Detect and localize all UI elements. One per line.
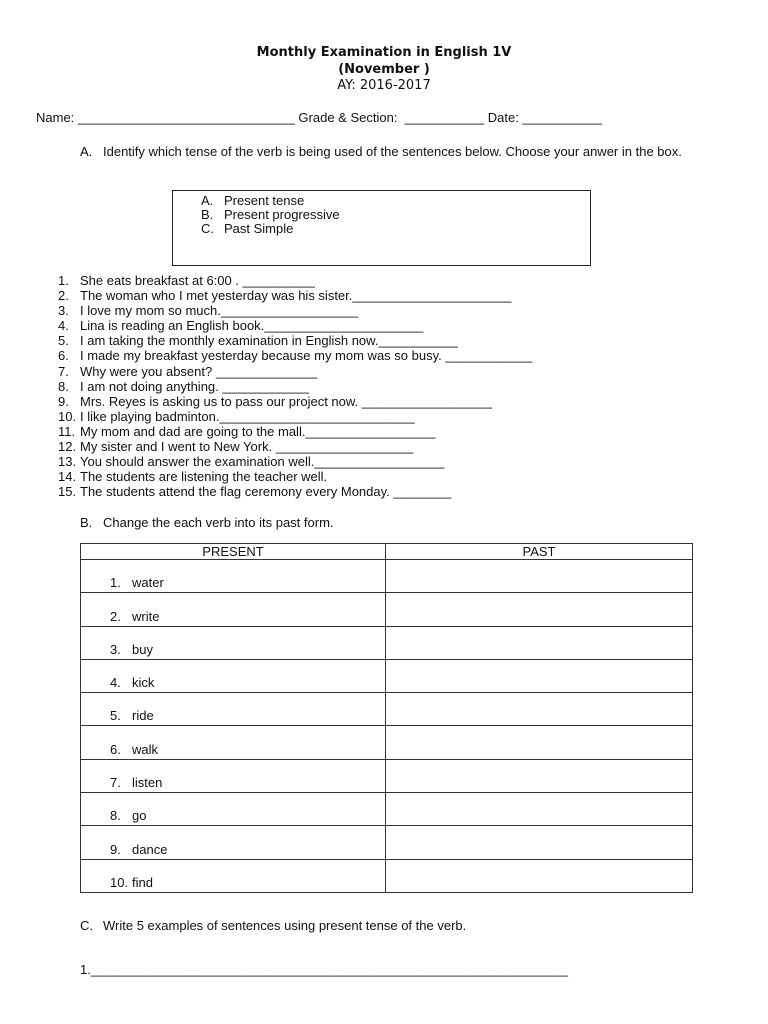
academic-year: AY: 2016-2017 bbox=[337, 78, 431, 93]
question-text: I made my breakfast yesterday because my mom was so busy. ____________ bbox=[80, 348, 533, 364]
question-number: 5. bbox=[58, 333, 69, 349]
section-c-instruction bbox=[80, 918, 720, 933]
verb-word: kick bbox=[132, 675, 155, 691]
question-item bbox=[58, 303, 532, 318]
verb-number: 9. bbox=[110, 841, 121, 857]
table-row bbox=[81, 560, 693, 593]
answer-line-1: 1.__________________________________________________________________ bbox=[80, 962, 569, 977]
section-c-text: Write 5 examples of sentences using present tense of the verb. bbox=[103, 918, 467, 933]
choice-letter: A. bbox=[201, 193, 214, 208]
past-answer-cell[interactable] bbox=[386, 759, 693, 792]
choice-a bbox=[201, 193, 304, 208]
verb-number: 2. bbox=[110, 608, 121, 624]
choice-text: Past Simple bbox=[224, 221, 294, 236]
verb-word: write bbox=[132, 608, 160, 624]
question-number: 3. bbox=[58, 303, 69, 319]
past-answer-cell[interactable] bbox=[386, 659, 693, 692]
question-text: Mrs. Reyes is asking us to pass our project now. __________________ bbox=[80, 393, 492, 409]
present-column-header: PRESENT bbox=[81, 544, 386, 560]
table-row bbox=[81, 626, 693, 659]
question-item bbox=[58, 394, 532, 409]
present-cell bbox=[81, 593, 386, 626]
question-text: Why were you absent? ______________ bbox=[80, 363, 318, 379]
past-answer-cell[interactable] bbox=[386, 593, 693, 626]
question-number: 4. bbox=[58, 318, 69, 334]
exam-month: (November ) bbox=[338, 62, 430, 77]
verb-number: 1. bbox=[110, 575, 121, 591]
question-text: I like playing badminton.___________________________ bbox=[80, 408, 415, 424]
question-item bbox=[58, 454, 532, 469]
present-cell bbox=[81, 859, 386, 892]
past-answer-cell[interactable] bbox=[386, 859, 693, 892]
verb-word: water bbox=[132, 575, 164, 591]
table-row bbox=[81, 826, 693, 859]
verb-word: ride bbox=[132, 708, 154, 724]
section-a-letter: A. bbox=[80, 144, 93, 159]
question-item bbox=[58, 318, 532, 333]
choice-b bbox=[201, 207, 340, 222]
section-b-instruction bbox=[80, 515, 720, 530]
choice-text: Present progressive bbox=[224, 207, 340, 222]
question-text: My mom and dad are going to the mall.__________________ bbox=[80, 423, 436, 439]
verb-number: 10. bbox=[110, 874, 129, 890]
verb-word: find bbox=[132, 874, 153, 890]
past-answer-cell[interactable] bbox=[386, 560, 693, 593]
question-item bbox=[58, 348, 532, 363]
question-item bbox=[58, 424, 532, 439]
present-cell bbox=[81, 626, 386, 659]
exam-title: Monthly Examination in English 1V bbox=[256, 45, 512, 60]
verb-number: 8. bbox=[110, 808, 121, 824]
question-number: 10. bbox=[58, 408, 77, 424]
present-cell bbox=[81, 693, 386, 726]
section-a-text: Identify which tense of the verb is being used of the sentences below. Choose your anwer in the box. bbox=[103, 144, 682, 159]
question-number: 11. bbox=[58, 423, 76, 439]
question-number: 12. bbox=[58, 439, 77, 455]
question-item bbox=[58, 288, 532, 303]
question-text: Lina is reading an English book.______________________ bbox=[80, 318, 424, 334]
verb-word: go bbox=[132, 808, 147, 824]
question-item bbox=[58, 484, 532, 499]
verb-word: listen bbox=[132, 775, 163, 791]
question-text: I love my mom so much.___________________ bbox=[80, 303, 359, 319]
section-b-text: Change the each verb into its past form. bbox=[103, 515, 334, 530]
present-cell bbox=[81, 726, 386, 759]
table-row bbox=[81, 659, 693, 692]
question-number: 8. bbox=[58, 378, 69, 394]
verb-word: buy bbox=[132, 641, 153, 657]
question-number: 15. bbox=[58, 484, 77, 500]
past-answer-cell[interactable] bbox=[386, 626, 693, 659]
question-text: The students attend the flag ceremony every Monday. ________ bbox=[80, 484, 452, 500]
past-answer-cell[interactable] bbox=[386, 793, 693, 826]
verb-number: 6. bbox=[110, 741, 121, 757]
present-cell bbox=[81, 793, 386, 826]
question-text: You should answer the examination well.__________________ bbox=[80, 454, 445, 470]
present-cell bbox=[81, 826, 386, 859]
section-b-letter: B. bbox=[80, 515, 93, 530]
past-answer-cell[interactable] bbox=[386, 693, 693, 726]
verb-number: 4. bbox=[110, 675, 121, 691]
table-row bbox=[81, 759, 693, 792]
choice-c bbox=[201, 221, 293, 236]
verb-table bbox=[80, 543, 693, 893]
question-number: 7. bbox=[58, 363, 69, 379]
question-item bbox=[58, 273, 532, 288]
question-item bbox=[58, 333, 532, 348]
past-column-header: PAST bbox=[386, 544, 693, 560]
table-row bbox=[81, 726, 693, 759]
question-text: I am taking the monthly examination in English now.___________ bbox=[80, 333, 458, 349]
question-number: 6. bbox=[58, 348, 69, 364]
verb-word: dance bbox=[132, 841, 168, 857]
table-row bbox=[81, 593, 693, 626]
question-item bbox=[58, 439, 532, 454]
table-row bbox=[81, 693, 693, 726]
question-item bbox=[58, 409, 532, 424]
present-cell bbox=[81, 759, 386, 792]
past-answer-cell[interactable] bbox=[386, 726, 693, 759]
verb-number: 7. bbox=[110, 775, 121, 791]
section-c-letter: C. bbox=[80, 918, 93, 933]
choice-letter: B. bbox=[201, 207, 214, 222]
table-row bbox=[81, 793, 693, 826]
choices-box bbox=[172, 190, 591, 266]
verb-number: 5. bbox=[110, 708, 121, 724]
question-item bbox=[58, 379, 532, 394]
question-number: 13. bbox=[58, 454, 77, 470]
verb-number: 3. bbox=[110, 641, 121, 657]
question-text: The students are listening the teacher well. bbox=[80, 469, 328, 485]
question-item bbox=[58, 469, 532, 484]
question-number: 9. bbox=[58, 393, 69, 409]
question-item bbox=[58, 364, 532, 379]
section-a-instruction bbox=[80, 144, 720, 159]
choice-letter: C. bbox=[201, 221, 214, 236]
question-text: She eats breakfast at 6:00 . __________ bbox=[80, 273, 315, 288]
question-text: My sister and I went to New York. ___________________ bbox=[80, 439, 414, 455]
present-cell bbox=[81, 560, 386, 593]
verb-word: walk bbox=[132, 741, 159, 757]
table-header-row bbox=[81, 544, 693, 560]
choice-text: Present tense bbox=[224, 193, 305, 208]
question-list bbox=[58, 273, 532, 499]
present-cell bbox=[81, 659, 386, 692]
question-text: I am not doing anything. ____________ bbox=[80, 378, 310, 394]
past-answer-cell[interactable] bbox=[386, 826, 693, 859]
question-number: 1. bbox=[58, 273, 69, 288]
question-number: 14. bbox=[58, 469, 77, 485]
question-number: 2. bbox=[58, 288, 69, 304]
student-info-line: Name: ______________________________ Grade & Section: ___________ Date: ___________ bbox=[36, 110, 602, 125]
table-row bbox=[81, 859, 693, 892]
question-text: The woman who I met yesterday was his sister.______________________ bbox=[80, 288, 512, 304]
